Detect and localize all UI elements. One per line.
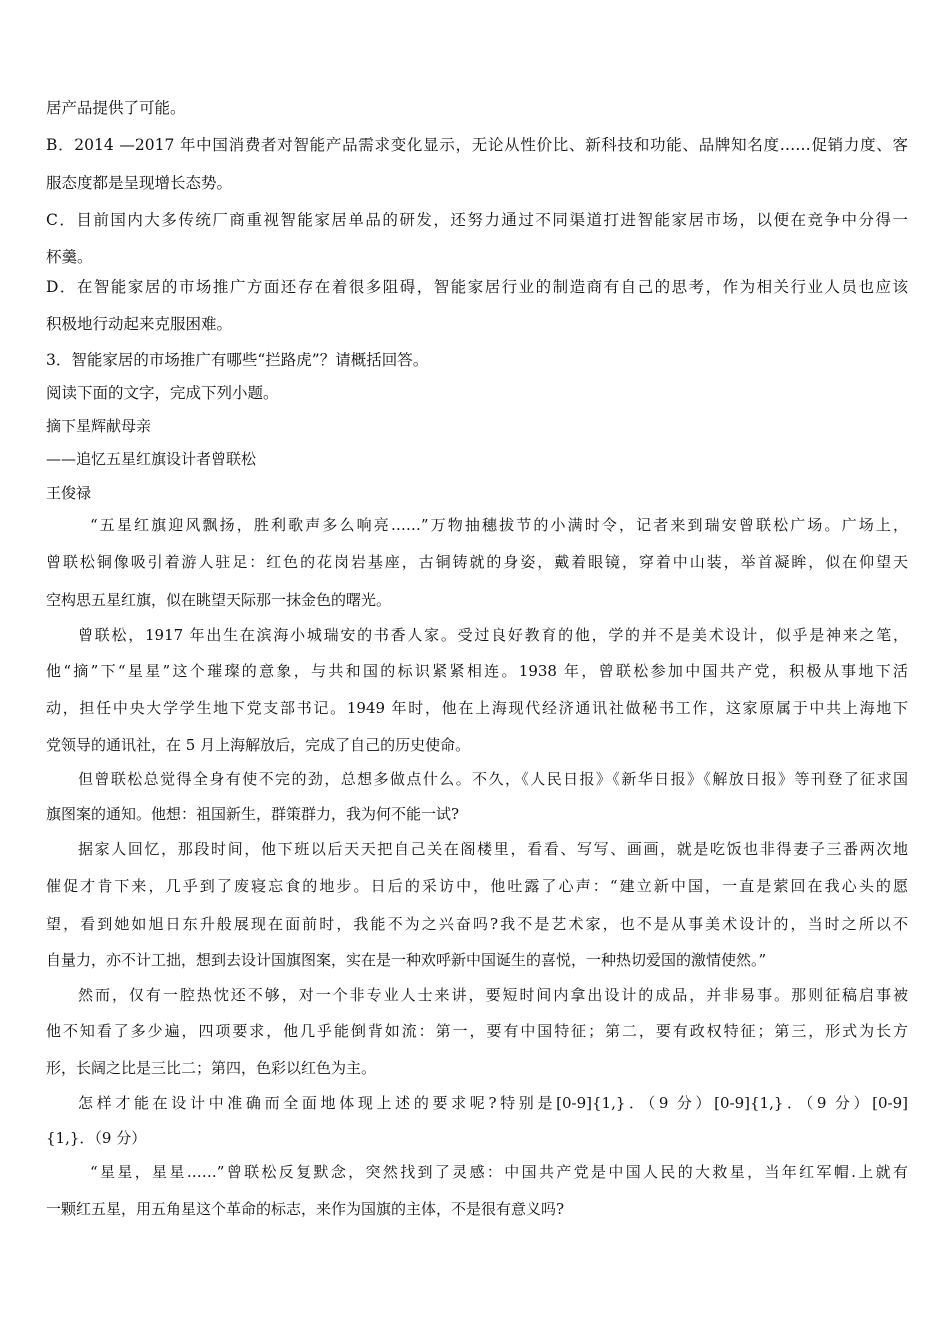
paragraph-4-line-3: 望，看到她如旭日东升般展现在面前时，我能不为之兴奋吗?我不是艺术家，也不是从事美术设计的，当时之所以不 [46, 915, 908, 933]
reading-instruction: 阅读下面的文字，完成下列小题。 [46, 384, 279, 402]
paragraph-3-line-2: 旗图案的通知。他想：祖国新生，群策群力，我为何不能一试? [46, 805, 460, 823]
paragraph-1-line-1: “五星红旗迎风飘扬，胜利歌声多么响亮……”万物抽穗拔节的小满时令，记者来到瑞安曾联松广场。广场上， [90, 516, 908, 534]
paragraph-1-line-2: 曾联松铜像吸引着游人驻足：红色的花岗岩基座，古铜铸就的身姿，戴着眼镜，穿着中山装，举首凝眸，似在仰望天 [46, 553, 908, 571]
article-subtitle: ——追忆五星红旗设计者曾联松 [46, 450, 257, 468]
paragraph-5-line-1: 然而，仅有一腔热忱还不够，对一个非专业人士来讲，要短时间内拿出设计的成品，并非易事。那则征稿启事被 [78, 986, 908, 1004]
option-c-line-1: C．目前国内大多传统厂商重视智能家居单品的研发，还努力通过不同渠道打进智能家居市场，以便在竞争中分得一 [46, 211, 908, 229]
paragraph-7-line-2: 一颗红五星，用五角星这个革命的标志，来作为国旗的主体，不是很有意义吗? [46, 1200, 565, 1218]
paragraph-4-line-4: 自量力，亦不计工拙，想到去设计国旗图案，实在是一种欢呼新中国诞生的喜悦，一种热切爱国的激情使然。” [46, 951, 767, 969]
option-c-line-2: 杯羹。 [46, 248, 93, 266]
paragraph-2-line-2: 他“摘”下“星星”这个璀璨的意象，与共和国的标识紧紧相连。1938 年，曾联松参加中国共产党，积极从事地下活 [46, 662, 908, 680]
paragraph-3-line-1: 但曾联松总觉得全身有使不完的劲，总想多做点什么。不久，《人民日报》《新华日报》《解放日报》等刊登了征求国 [78, 770, 908, 788]
option-a-continuation: 居产品提供了可能。 [46, 99, 186, 117]
option-d-line-2: 积极地行动起来克服困难。 [46, 315, 233, 333]
paragraph-5-line-3: 形，长阔之比是三比二；第四，色彩以红色为主。 [46, 1059, 377, 1077]
paragraph-7-line-1: “星星，星星……”曾联松反复默念，突然找到了灵感：中国共产党是中国人民的大救星，当年红军帽.上就有 [90, 1163, 908, 1181]
article-author: 王俊禄 [46, 484, 92, 502]
paragraph-4-line-1: 据家人回忆，那段时间，他下班以后天天把自己关在阁楼里，看看、写写、画画，就是吃饭也非得妻子三番两次地 [78, 840, 908, 858]
question-3: 3．智能家居的市场推广有哪些“拦路虎”？请概括回答。 [46, 351, 429, 369]
article-title: 摘下星辉献母亲 [46, 417, 152, 435]
paragraph-2-line-3: 动，担任中央大学学生地下党支部书记。1949 年时，他在上海现代经济通讯社做秘书工作，这家原属于中共上海地下 [46, 699, 908, 717]
paragraph-6-line-1: 怎样才能在设计中准确而全面地体现上述的要求呢?特别是[0-9]{1,}．（9 分）[0-9]{1,}．（9 分）[0-9] [78, 1094, 908, 1112]
option-b-line-1: B．2014 —2017 年中国消费者对智能产品需求变化显示，无论从性价比、新科技和功能、品牌知名度……促销力度、客 [46, 136, 908, 154]
paragraph-1-line-3: 空构思五星红旗，似在眺望天际那一抹金色的曙光。 [46, 591, 392, 609]
paragraph-5-line-2: 他不知看了多少遍，四项要求，他几乎能倒背如流：第一，要有中国特征；第二，要有政权特征；第三，形式为长方 [46, 1022, 908, 1040]
paragraph-2-line-1: 曾联松，1917 年出生在滨海小城瑞安的书香人家。受过良好教育的他，学的并不是美术设计，似乎是神来之笔， [78, 626, 908, 644]
option-d-line-1: D．在智能家居的市场推广方面还存在着很多阻碍，智能家居行业的制造商有自己的思考，作为相关行业人员也应该 [46, 278, 908, 296]
option-b-line-2: 服态度都是呈现增长态势。 [46, 174, 233, 192]
paragraph-2-line-4: 党领导的通讯社，在 5 月上海解放后，完成了自己的历史使命。 [46, 736, 471, 754]
paragraph-6-line-2: {1,}．（9 分） [46, 1129, 147, 1147]
paragraph-4-line-2: 催促才肯下来，几乎到了废寝忘食的地步。日后的采访中，他吐露了心声：“建立新中国，一直是萦回在我心头的愿 [46, 877, 908, 895]
